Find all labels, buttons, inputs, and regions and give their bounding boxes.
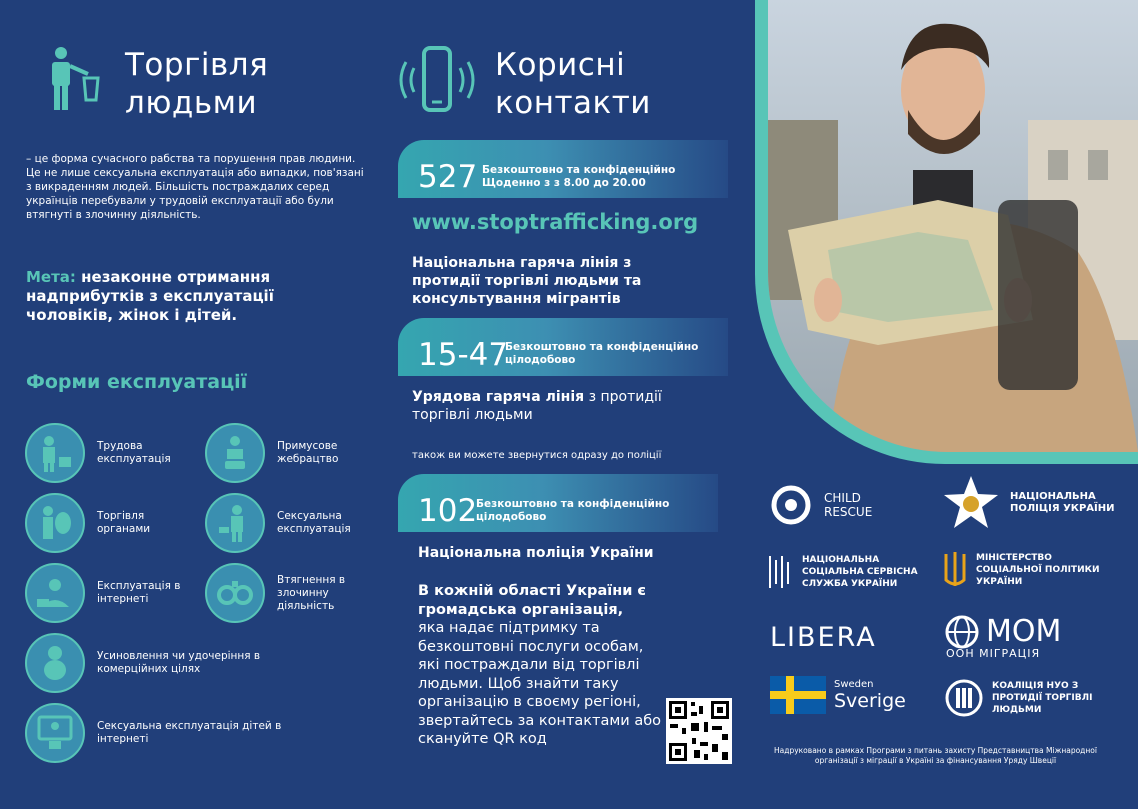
hotline-note	[476, 498, 669, 524]
photo-man-with-map	[768, 0, 1138, 452]
form-item-adoption	[25, 633, 297, 693]
child-rescue-icon	[770, 484, 812, 526]
labor-icon	[25, 423, 85, 483]
hotline-note-line: Щоденно з з 8.00 до 20.00	[482, 177, 646, 189]
coalition-icon	[944, 678, 984, 718]
hotline-note-line: цілодобово	[505, 354, 576, 366]
phone-icon	[398, 46, 476, 116]
ngo-bold: В кожній області України є громадська організація,	[418, 583, 647, 618]
child-online-icon	[25, 703, 85, 763]
sweden-small: Sweden	[834, 678, 874, 690]
trident-icon	[944, 550, 966, 590]
iom-main: МОМ	[986, 614, 1062, 649]
logo-iom	[944, 614, 1061, 650]
logo-coalition	[944, 678, 1097, 718]
ngo-text: яка надає підтримку та безкоштовні послуги особам, які постраждали від торгівлі людьми. Щоб знайти таку організацію в своєму регіоні, звертайтесь за контактами або скануйте QR код	[418, 620, 662, 747]
police-star-icon	[942, 474, 1000, 532]
page-title-trafficking	[125, 46, 268, 122]
form-item-begging	[205, 423, 367, 483]
sexual-exploitation-icon	[205, 493, 265, 553]
hotline-note-line: Безкоштовно та конфіденційно	[476, 498, 670, 510]
form-label: Сексуальна експлуатація дітей в інтернеті	[97, 720, 282, 745]
ngo-paragraph	[418, 582, 698, 749]
footer-note: Надруковано в рамках Програми з питань захисту Представництва Міжнародної організації з міграції в Україні за фінансування Уряду Швеції	[774, 746, 1097, 765]
title-line: людьми	[125, 85, 258, 121]
social-service-icon	[766, 552, 796, 592]
trafficking-icon	[44, 44, 104, 114]
hotline-description	[412, 388, 722, 424]
police-note: також ви можете звернутися одразу до поліції	[412, 450, 662, 461]
logo-libera: LIBERA	[770, 622, 877, 653]
hotline-note	[482, 164, 675, 190]
hotline-desc-rest: з протидії торгівлі людьми	[412, 389, 662, 423]
form-item-child-online	[25, 703, 297, 763]
sweden-flag-icon	[770, 676, 826, 714]
hotline-description: Національна гаряча лінія з протидії торгівлі людьми та консультування мігрантів	[412, 255, 642, 307]
organs-icon	[25, 493, 85, 553]
form-label: Сексуальна експлуатація	[277, 510, 351, 535]
iom-sub: ООН МІГРАЦІЯ	[946, 647, 1041, 660]
internet-icon	[25, 563, 85, 623]
page-title-contacts	[495, 46, 651, 122]
form-item-organs	[25, 493, 197, 553]
form-label: Примусове жебрацтво	[277, 440, 339, 465]
website-link[interactable]: www.stoptrafficking.org	[412, 210, 699, 234]
hotline-note-line: Безкоштовно та конфіденційно	[505, 341, 699, 353]
form-label: Усиновлення чи удочеріння в комерційних цілях	[97, 650, 261, 675]
logo-police	[942, 474, 1120, 532]
title-line: Корисні	[495, 47, 626, 83]
qr-code[interactable]	[666, 698, 732, 764]
hotline-note	[505, 341, 698, 367]
iom-text-group	[986, 614, 1062, 649]
social-service-text: НАЦІОНАЛЬНА СОЦІАЛЬНА СЕРВІСНА СЛУЖБА УКРАЇНИ	[802, 555, 918, 589]
form-label: Втягнення в злочинну діяльність	[277, 573, 346, 612]
begging-icon	[205, 423, 265, 483]
hotline-desc-bold: Урядова гаряча лінія	[412, 389, 585, 405]
form-item-criminal	[205, 563, 367, 623]
sweden-text-group	[834, 679, 906, 712]
form-label: Експлуатація в інтернеті	[97, 580, 181, 605]
hotline-number[interactable]: 527	[418, 159, 478, 195]
form-item-labor	[25, 423, 197, 483]
goal-label: Мета:	[26, 268, 76, 286]
sweden-big: Sverige	[834, 689, 906, 712]
police-text: НАЦІОНАЛЬНА ПОЛІЦІЯ УКРАЇНИ	[1010, 491, 1115, 514]
forms-title: Форми експлуатації	[26, 371, 248, 393]
logo-social-service	[766, 552, 932, 592]
hotline-number[interactable]: 102	[418, 493, 478, 529]
adoption-icon	[25, 633, 85, 693]
hotline-number[interactable]: 15-47	[418, 337, 509, 373]
logo-child-rescue	[770, 484, 894, 526]
child-rescue-text: CHILD RESCUE	[824, 491, 873, 519]
handcuffs-icon	[205, 563, 265, 623]
ministry-text: МІНІСТЕРСТВО СОЦІАЛЬНОЇ ПОЛІТИКИ УКРАЇНИ	[976, 553, 1100, 587]
logo-sweden	[770, 676, 906, 714]
form-label: Торгівля органами	[97, 510, 151, 535]
un-globe-icon	[944, 614, 980, 650]
hotline-description: Національна поліція України	[418, 545, 654, 561]
form-item-sexual	[205, 493, 377, 553]
trafficking-description: – це форма сучасного рабства та порушення прав людини. Це не лише сексуальна експлуатація або випадки, пов'язані з викраденням людей. Більшість постраждалих серед українців перебували у трудовій експлуатації або були втягнуті в злочинну діяльність.	[26, 153, 364, 221]
goal-text: незаконне отримання надприбутків з експлуатації чоловіків, жінок і дітей.	[26, 268, 274, 324]
coalition-text: КОАЛІЦІЯ НУО З ПРОТИДІЇ ТОРГІВЛІ ЛЮДЬМИ	[992, 681, 1093, 715]
form-item-internet	[25, 563, 197, 623]
form-label: Трудова експлуатація	[97, 440, 171, 465]
goal-paragraph	[26, 268, 326, 325]
hotline-note-line: цілодобово	[476, 511, 547, 523]
logo-ministry	[944, 550, 1106, 590]
hotline-note-line: Безкоштовно та конфіденційно	[482, 164, 676, 176]
title-line: контакти	[495, 85, 651, 121]
title-line: Торгівля	[125, 47, 269, 83]
